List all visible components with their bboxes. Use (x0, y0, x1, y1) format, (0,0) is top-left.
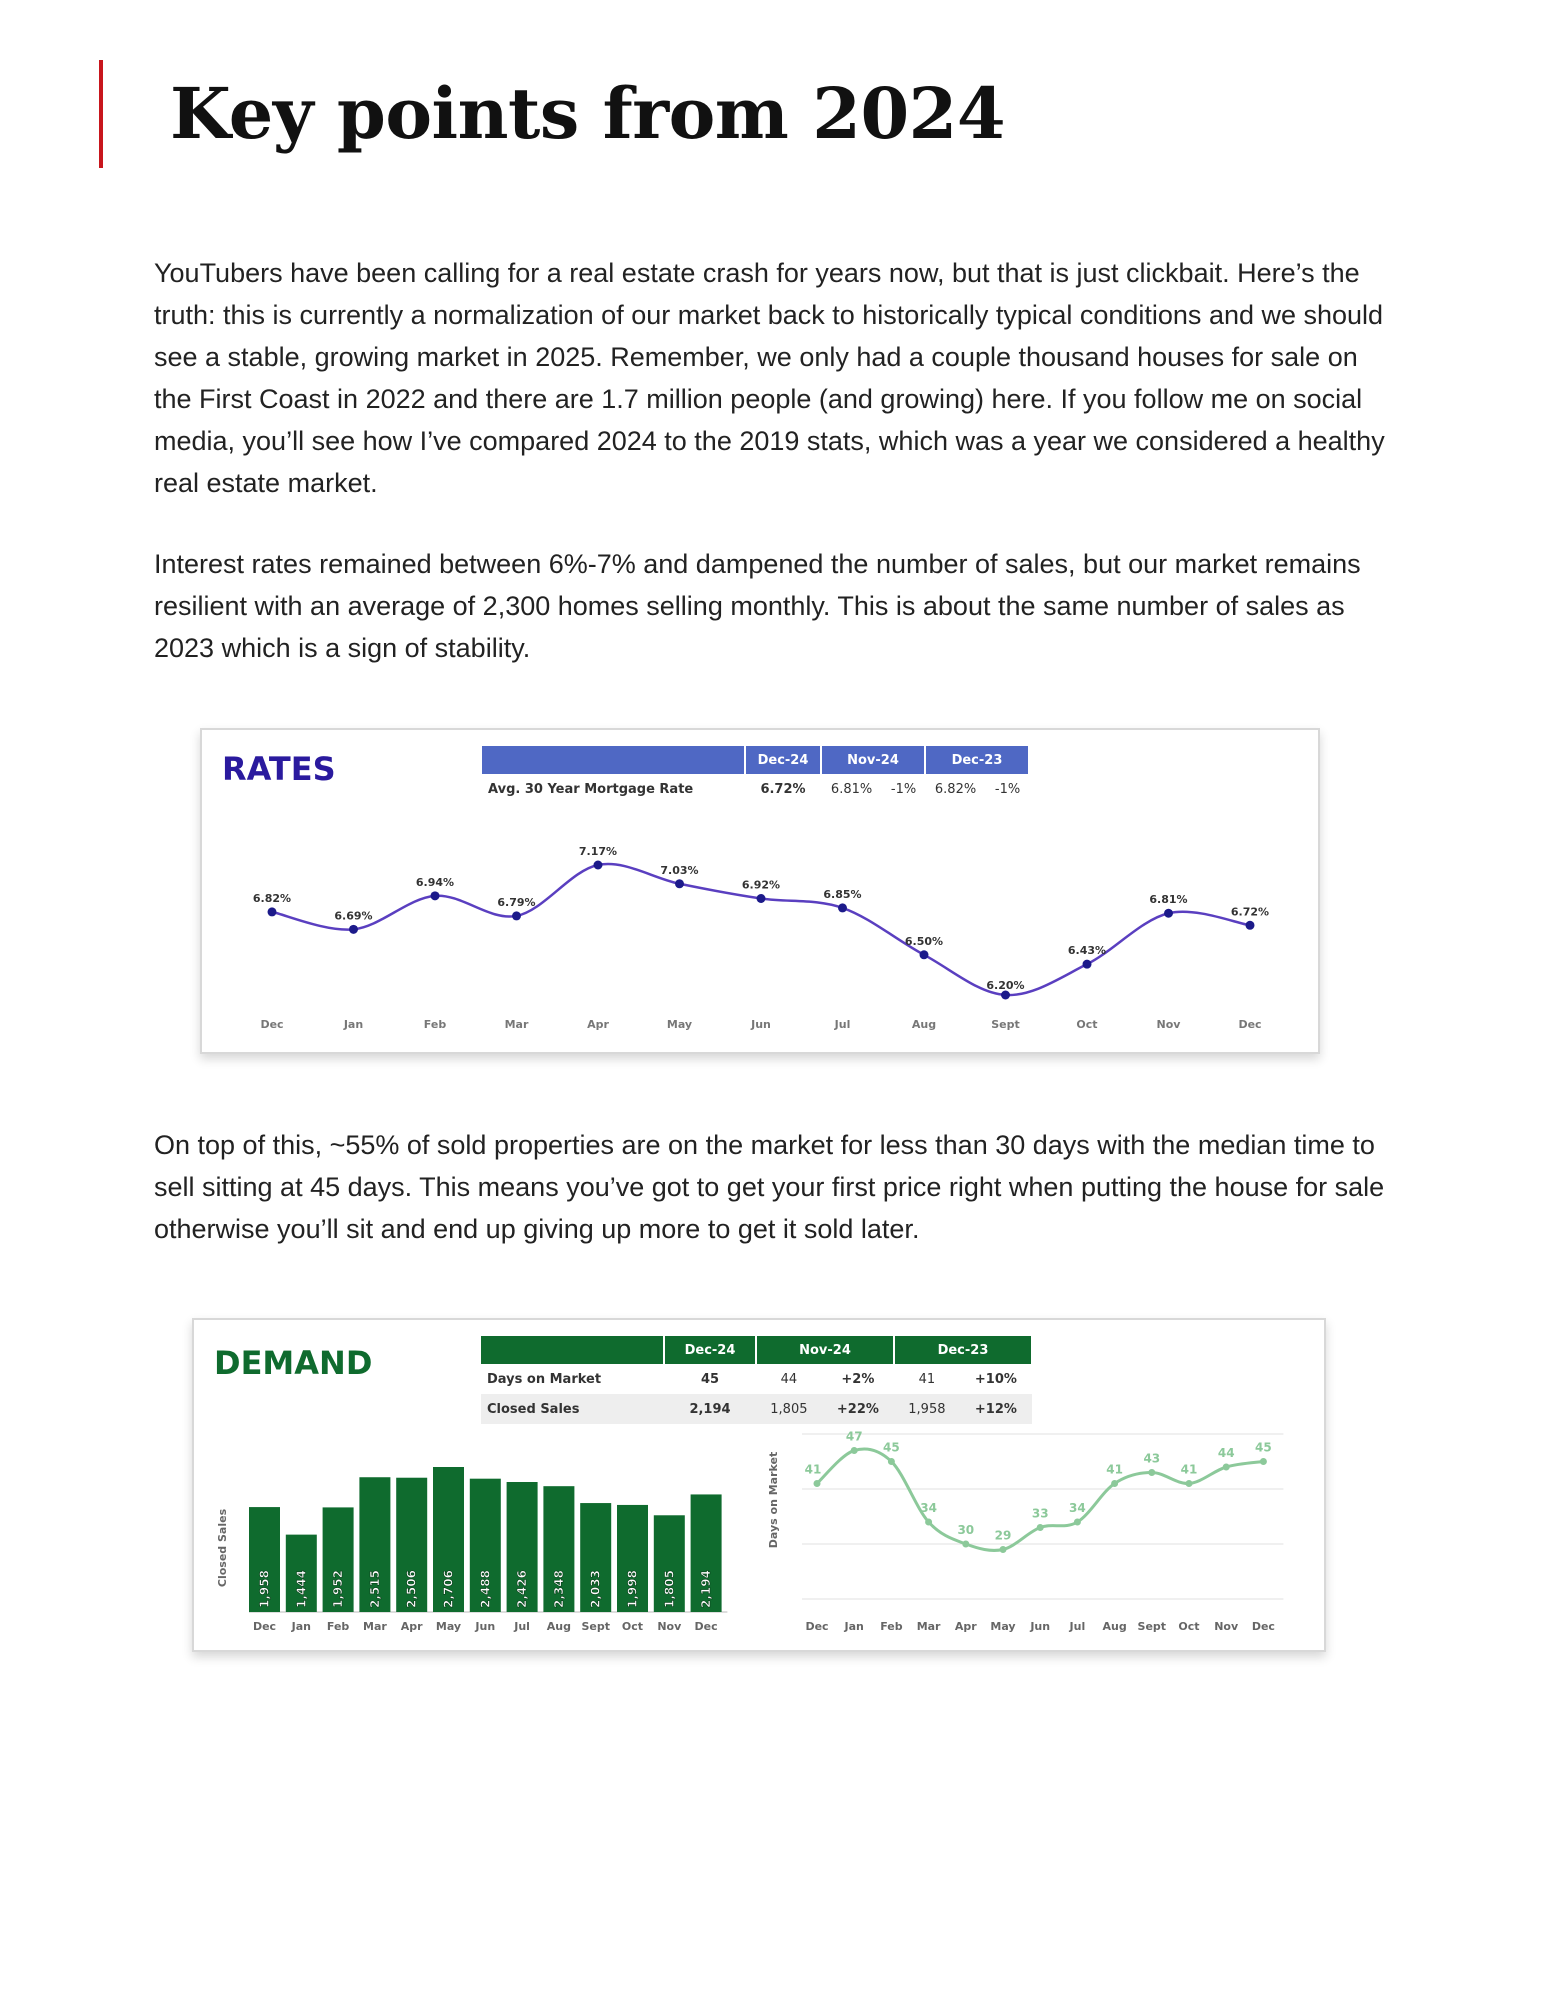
table-cell: +10% (974, 1371, 1017, 1387)
rates-x-tick-label: Jul (834, 1018, 851, 1031)
table-cell: 41 (918, 1371, 936, 1387)
rates-x-tick-label: Sept (991, 1018, 1020, 1031)
rates-x-tick-label: Mar (504, 1018, 529, 1031)
days-on-market-data-point (925, 1519, 932, 1526)
closed-sales-data-label: 2,033 (588, 1570, 603, 1608)
days-on-market-data-point (1148, 1469, 1155, 1476)
table-header-cell: Dec-23 (925, 746, 1029, 774)
rates-x-tick-label: Feb (423, 1018, 447, 1031)
days-on-market-data-point (1037, 1524, 1044, 1531)
closed-sales-x-tick-label: Dec (252, 1620, 277, 1633)
closed-sales-x-tick-label: Jun (475, 1620, 496, 1633)
closed-sales-x-tick-label: Aug (546, 1620, 572, 1633)
days-on-market-x-tick-label: Dec (805, 1620, 829, 1633)
rates-x-tick-label: Apr (587, 1018, 609, 1031)
table-cell-metric: Avg. 30 Year Mortgage Rate (488, 781, 694, 797)
table-header-cell: Dec-24 (745, 746, 821, 774)
days-on-market-x-tick-label: Sept (1137, 1620, 1167, 1633)
rates-data-point (431, 891, 440, 900)
table-cell: +2% (841, 1371, 875, 1387)
closed-sales-data-label: 2,426 (515, 1570, 530, 1608)
closed-sales-data-label: 2,506 (404, 1570, 419, 1608)
table-header-cell: Nov-24 (756, 1336, 894, 1364)
days-on-market-data-label: 30 (957, 1523, 975, 1537)
days-on-market-data-point (962, 1541, 969, 1548)
table-cell: +22% (836, 1401, 879, 1417)
days-on-market-x-tick-label: Jan (844, 1620, 864, 1633)
intro-paragraph: YouTubers have been calling for a real estate crash for years now, but that is just clickbait. Here’s the truth: this is currently a normalization of our market back to historically typical conditions and we should see a stable, growing market in 2025. Remember, we only had a couple thousand houses for sale on the First Coast in 2022 and there are 1.7 million people (and growing) here. If you follow me on social media, you’ll see how I’ve compared 2024 to the 2019 stats, which was a year we considered a healthy real estate market. (154, 258, 1385, 498)
days-on-market-data-point (1074, 1519, 1081, 1526)
days-on-market-data-point (814, 1480, 821, 1487)
rates-data-label: 6.92% (741, 878, 781, 892)
table-cell: -1% (994, 781, 1021, 797)
days-on-market-x-tick-label: Jun (1030, 1620, 1051, 1633)
days-on-market-x-tick-label: Apr (954, 1620, 977, 1633)
days-on-market-data-label: 47 (845, 1429, 863, 1444)
rates-data-point (349, 925, 358, 934)
table-cell: 6.72% (760, 781, 806, 797)
rates-data-label: 7.17% (578, 845, 618, 858)
closed-sales-data-label: 2,194 (699, 1570, 714, 1608)
closed-sales-x-tick-label: Feb (326, 1620, 350, 1633)
days-on-market-x-tick-label: Feb (880, 1620, 903, 1633)
rates-data-label: 6.20% (986, 979, 1025, 992)
closed-sales-x-tick-label: Apr (400, 1620, 423, 1633)
days-on-market-data-label: 44 (1217, 1446, 1235, 1460)
days-on-market-data-label: 33 (1031, 1506, 1049, 1521)
rates-data-point (1246, 921, 1255, 930)
table-cell: 45 (700, 1371, 720, 1387)
rates-data-label: 6.43% (1067, 944, 1107, 958)
closed-sales-data-label: 2,348 (551, 1570, 566, 1608)
rates-data-point (1083, 960, 1092, 969)
closed-sales-x-tick-label: Oct (621, 1620, 644, 1633)
rates-data-point (594, 861, 603, 870)
closed-sales-data-label: 2,488 (478, 1570, 493, 1608)
closed-sales-x-tick-label: Mar (363, 1620, 387, 1633)
table-cell: 1,958 (908, 1401, 946, 1417)
rates-data-label: 6.72% (1230, 905, 1270, 919)
closed-sales-axis-label: Closed Sales (216, 1508, 229, 1588)
table-header-cell: Nov-24 (821, 746, 925, 774)
rates-data-label: 6.94% (415, 875, 455, 889)
rates-line-chart (202, 730, 1318, 1052)
rates-x-tick-label: Nov (1156, 1018, 1181, 1031)
days-on-market-data-point (1260, 1458, 1267, 1465)
days-on-market-data-point (1186, 1480, 1193, 1487)
table-cell-metric: Days on Market (487, 1371, 602, 1387)
table-cell-metric: Closed Sales (487, 1401, 580, 1417)
rates-data-label: 6.79% (497, 895, 536, 909)
rates-data-label: 6.69% (334, 909, 373, 923)
table-cell: 44 (780, 1371, 798, 1387)
rates-x-tick-label: Oct (1076, 1018, 1098, 1031)
days-on-market-data-point (1223, 1464, 1230, 1471)
days-on-market-x-tick-label: Nov (1214, 1620, 1239, 1633)
closed-sales-data-label: 1,444 (294, 1570, 309, 1608)
days-on-market-x-tick-label: Oct (1178, 1620, 1200, 1633)
table-header-cell: Dec-23 (894, 1336, 1032, 1364)
closed-sales-x-tick-label: Nov (657, 1620, 682, 1633)
table-cell: 6.81% (830, 781, 873, 797)
rates-data-label: 6.82% (252, 891, 292, 905)
rates-data-label: 6.85% (823, 887, 862, 901)
days-on-market-data-point (851, 1447, 858, 1454)
closed-sales-data-label: 2,706 (441, 1570, 456, 1608)
closed-sales-x-tick-label: Sept (581, 1620, 610, 1633)
days-on-market-data-point (1111, 1480, 1118, 1487)
rates-data-point (838, 903, 847, 912)
demand-charts (194, 1320, 1324, 1650)
rates-data-point (268, 907, 277, 916)
rates-x-tick-label: Dec (1238, 1018, 1262, 1031)
days-on-market-axis-label: Days on Market (767, 1451, 780, 1549)
days-on-market-x-tick-label: Aug (1102, 1620, 1127, 1633)
closed-sales-data-label: 1,958 (257, 1570, 272, 1608)
days-on-market-data-label: 41 (804, 1462, 822, 1477)
rates-card (200, 728, 1320, 1054)
rates-data-point (757, 894, 766, 903)
rates-data-point (675, 879, 684, 888)
days-on-market-x-tick-label: Dec (1251, 1620, 1275, 1633)
closed-sales-data-label: 2,515 (367, 1570, 382, 1608)
demand-card (192, 1318, 1326, 1652)
rates-x-tick-label: Aug (911, 1018, 937, 1031)
table-header-cell: Dec-24 (664, 1336, 756, 1364)
days-on-market-data-point (1000, 1546, 1007, 1553)
closed-sales-x-tick-label: Jul (514, 1620, 530, 1633)
closed-sales-data-label: 1,952 (331, 1570, 346, 1608)
closed-sales-x-tick-label: Jan (291, 1620, 311, 1633)
table-cell: 1,805 (770, 1401, 808, 1417)
table-cell: 6.82% (934, 781, 977, 797)
days-on-market-data-label: 29 (994, 1528, 1012, 1543)
rates-data-label: 7.03% (660, 863, 699, 877)
rates-x-tick-label: Jun (751, 1018, 771, 1031)
rates-data-label: 6.50% (904, 934, 944, 948)
days-on-market-data-label: 34 (1069, 1501, 1086, 1515)
days-on-market-x-tick-label: Jul (1069, 1620, 1086, 1633)
days-on-market-data-label: 41 (1180, 1462, 1198, 1477)
demand-paragraph: On top of this, ~55% of sold properties are on the market for less than 30 days with the median time to sell sitting at 45 days. This means you’ve got to get your first price right when putting the house for sale otherwise you’ll sit and end up giving up more to get it sold later. (154, 1130, 1385, 1244)
demand-card-title: DEMAND (214, 1344, 373, 1382)
days-on-market-data-label: 34 (920, 1501, 937, 1515)
rates-data-point (512, 911, 521, 920)
days-on-market-data-point (888, 1458, 895, 1465)
days-on-market-x-tick-label: May (990, 1620, 1016, 1633)
rates-card-title: RATES (222, 750, 336, 788)
rates-x-tick-label: Jan (343, 1018, 364, 1031)
days-on-market-data-label: 43 (1143, 1451, 1161, 1466)
rates-x-tick-label: Dec (260, 1018, 284, 1031)
days-on-market-data-label: 45 (883, 1440, 900, 1455)
title-accent-bar (99, 60, 103, 168)
closed-sales-data-label: 1,805 (662, 1570, 677, 1608)
rates-data-point (920, 950, 929, 959)
rates-data-point (1164, 909, 1173, 918)
rates-data-label: 6.81% (1149, 893, 1188, 907)
days-on-market-data-label: 45 (1255, 1440, 1272, 1455)
table-cell: +12% (974, 1401, 1017, 1417)
page-title: Key points from 2024 (170, 72, 1006, 155)
closed-sales-x-tick-label: May (435, 1620, 462, 1633)
closed-sales-data-label: 1,998 (625, 1570, 640, 1608)
rates-paragraph: Interest rates remained between 6%-7% and dampened the number of sales, but our market remains resilient with an average of 2,300 homes selling monthly. This is about the same number of sales as 2023 which is a sign of stability. (154, 549, 1361, 663)
table-cell: -1% (890, 781, 917, 797)
days-on-market-data-label: 41 (1106, 1462, 1123, 1477)
closed-sales-x-tick-label: Dec (694, 1620, 718, 1633)
table-cell: 2,194 (689, 1401, 731, 1417)
days-on-market-x-tick-label: Mar (916, 1620, 941, 1633)
rates-x-tick-label: May (666, 1018, 693, 1031)
